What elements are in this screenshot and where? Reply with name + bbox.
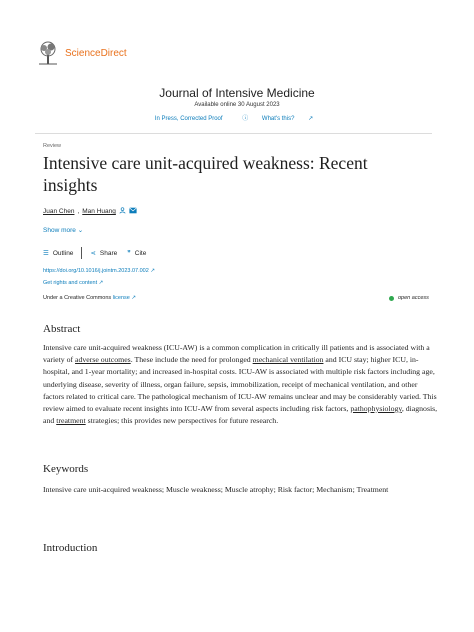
license-prefix: Under a Creative Commons <box>43 295 112 301</box>
open-access-badge <box>389 295 429 301</box>
term-link[interactable]: treatment <box>56 416 86 426</box>
keywords-heading: Keywords <box>43 463 89 475</box>
show-more-button[interactable] <box>43 226 83 234</box>
introduction-heading: Introduction <box>43 542 98 554</box>
whats-this-label: What's this? <box>261 116 295 122</box>
article-toolbar <box>43 247 146 259</box>
term-link[interactable]: mechanical ventilation <box>252 355 324 365</box>
abstract-segment: . These include the need for prolonged <box>130 355 253 365</box>
share-label: Share <box>99 249 118 257</box>
abstract-text <box>43 342 438 427</box>
share-button[interactable] <box>90 249 117 257</box>
author-list: Juan Chen , Man Huang <box>43 207 137 216</box>
elsevier-tree-icon <box>35 40 61 66</box>
toolbar-separator <box>81 247 82 259</box>
abstract-segment: and ICU stay; higher ICU, in-hospital, and 1-year mortality; and increased in-hospital costs. ICU-AW is associated with multiple risk factors including age, underlying disease, severity of illness, organ failure, sepsis, immobilization, receipt of mechanical ventilation, and other factors related to critical care. The pathological mechanism of ICU-AW remains unclear and may be considerably varied. This review aimed to evaluate recent insights into ICU-AW from several aspects including risk factors, <box>43 355 437 414</box>
license-row <box>43 295 136 301</box>
term-link[interactable]: pathophysiology <box>350 404 402 414</box>
author-link[interactable]: Man Huang <box>82 208 116 215</box>
question-circle-icon: ⓘ <box>242 116 249 122</box>
article-title: Intensive care unit-acquired weakness: Recent insights <box>43 153 368 195</box>
email-icon[interactable] <box>129 207 137 216</box>
whats-this-link[interactable] <box>236 116 319 122</box>
open-access-dot-icon <box>389 296 394 301</box>
rights-link[interactable] <box>43 280 103 286</box>
cite-button[interactable] <box>127 249 146 257</box>
abstract-heading: Abstract <box>43 323 81 335</box>
rights-text: Get rights and content <box>43 280 98 286</box>
quote-icon: ❞ <box>127 250 131 257</box>
external-arrow-icon: ↗ <box>131 295 136 301</box>
divider <box>35 133 432 134</box>
external-arrow-icon: ↗ <box>308 116 314 122</box>
doi-link[interactable] <box>43 268 155 274</box>
sciencedirect-logo[interactable] <box>35 40 127 66</box>
in-press-row <box>0 113 474 122</box>
chevron-down-icon: ⌄ <box>77 227 84 234</box>
term-link[interactable]: adverse outcomes <box>75 355 131 365</box>
share-icon: ⋖ <box>90 250 96 257</box>
list-icon: ☰ <box>43 250 49 257</box>
license-link[interactable] <box>113 295 136 301</box>
open-access-label: open access <box>398 295 429 301</box>
journal-title[interactable]: Journal of Intensive Medicine <box>159 86 315 100</box>
outline-button[interactable] <box>43 249 73 257</box>
available-online: Available online 30 August 2023 <box>194 102 280 108</box>
abstract-segment: Intensive care unit-acquired weakness (ICU-AW) is a common complication in critically ill patients and is associated with a variety of <box>43 343 430 365</box>
brand-name: ScienceDirect <box>65 47 127 59</box>
cite-label: Cite <box>134 249 147 257</box>
abstract-segment: strategies; this provides new perspectives for future research. <box>85 416 279 426</box>
keywords-list: Intensive care unit-acquired weakness; Muscle weakness; Muscle atrophy; Risk factor; Mechanism; Treatment <box>43 485 389 494</box>
external-arrow-icon: ↗ <box>150 268 155 274</box>
in-press-link[interactable]: In Press, Corrected Proof <box>154 116 223 122</box>
external-arrow-icon: ↗ <box>98 280 104 286</box>
abstract-segment: , diagnosis, and <box>43 404 438 426</box>
author-link[interactable]: Juan Chen <box>43 208 75 215</box>
show-more-label: Show more <box>43 227 76 234</box>
license-link-text: license <box>112 295 130 301</box>
outline-label: Outline <box>52 249 74 257</box>
doi-text: https://doi.org/10.1016/j.jointm.2023.07.002 <box>43 268 149 274</box>
article-type: Review <box>43 143 62 149</box>
person-icon[interactable] <box>119 207 126 216</box>
